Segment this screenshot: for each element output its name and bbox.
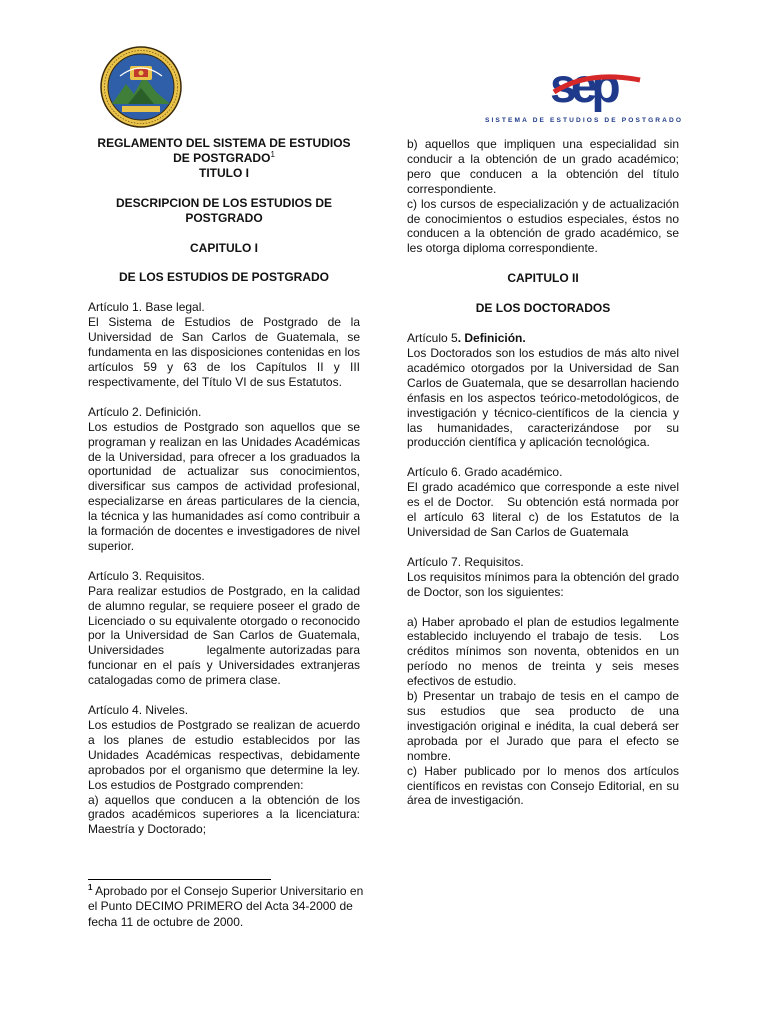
article-2-heading: Artículo 2. Definición. <box>88 404 202 419</box>
article-7-item-a: a) Haber aprobado el plan de estudios legalmente establecido incluyendo el trabajo de tesis. Los créditos mínimos son noventa, obtenidos en un período no menos de treinta y seis meses efectivos de estudio. <box>407 614 683 689</box>
description-line-1: DESCRIPCION DE LOS ESTUDIOS DE <box>115 195 333 210</box>
article-7-item-b: b) Presentar un trabajo de tesis en el campo de sus estudios que sea producto de una investigación original e inédita, la cual deberá ser aprobada por el Jurado que para el efecto se nombre. <box>407 689 679 763</box>
article-4-body: Los estudios de Postgrado se realizan de acuerdo a los planes de estudio establecidos por las Unidades Académicas respectivas, debidamente aprobados por el organismo que determine la ley. Los estudios de Postgrado comprenden: <box>88 718 360 792</box>
article-6-body: El grado académico que corresponde a este nivel es el de Doctor. Su obtención está normada por el artículo 63 literal c) de los Estatutos de la Universidad de San Carlos de Guatemala <box>407 480 683 539</box>
sep-tagline: SISTEMA DE ESTUDIOS DE POSTGRADO <box>485 117 684 124</box>
title-line-2 <box>88 151 360 166</box>
chapter-1-title: DE LOS ESTUDIOS DE POSTGRADO <box>118 270 330 285</box>
left-column <box>88 136 394 837</box>
title-line-2-text: DE POSTGRADO <box>173 150 271 165</box>
article-1-heading: Artículo 1. Base legal. <box>88 300 205 315</box>
sep-logo-text: sep <box>550 62 615 113</box>
article-7-body: Los requisitos mínimos para la obtención del grado de Doctor, son los siguientes: <box>407 569 679 599</box>
article-7-item-c: c) Haber publicado por lo menos dos artículos científicos en revistas con Consejo Editorial, en su área de investigación. <box>407 763 679 808</box>
article-5-heading-text: Artículo 5 <box>407 331 458 346</box>
titulo-heading: TITULO I <box>199 165 249 180</box>
university-seal-logo <box>100 46 182 128</box>
document-title <box>88 136 360 181</box>
article-6-heading: Artículo 6. Grado académico. <box>407 465 563 480</box>
article-3-heading: Artículo 3. Requisitos. <box>88 568 205 583</box>
footnote <box>88 884 368 930</box>
chapter-2-heading: CAPITULO II <box>507 271 579 286</box>
article-4-item-b: b) aquellos que impliquen una especialidad sin conducir a la obtención de un grado académico; pero que conducen a la obtención del título correspondiente. <box>407 137 679 196</box>
article-5-heading <box>407 331 679 346</box>
footnote-rule <box>88 879 271 880</box>
sep-logo <box>548 62 644 114</box>
article-4-item-a: a) aquellos que conducen a la obtención de los grados académicos superiores a la licenciatura: Maestría y Doctorado; <box>88 792 360 837</box>
footnote-ref: 1 <box>270 149 275 159</box>
article-7-heading: Artículo 7. Requisitos. <box>407 554 524 569</box>
right-column <box>407 137 683 808</box>
article-3-body: Para realizar estudios de Postgrado, en la calidad de alumno regular, se requiere poseer el grado de Licenciado o su equivalente otorgado o reconocido por la Universidad de San Carlos de Guatemala, Universidades legalmente autorizadas para funcionar en el país y Universidades extranjeras catalogadas como de primera clase. <box>88 583 394 688</box>
footnote-text: Aprobado por el Consejo Superior Universitario en el Punto DECIMO PRIMERO del Acta 34-2000 de fecha 11 de octubre de 2000. <box>88 884 364 929</box>
footnote-mark: 1 <box>88 883 93 892</box>
article-2-body: Los estudios de Postgrado son aquellos que se programan y realizan en las Unidades Académicas de la Universidad, para ofrecer a los graduados la oportunidad de actualizar sus conocimientos, diversificar sus campos de actividad profesional, especializarse en áreas particulares de la ciencia, la técnica y las humanidades así como contribuir a la formación de docentes e investigadores de nivel superior. <box>88 419 360 553</box>
chapter-2-title: DE LOS DOCTORADOS <box>475 301 611 316</box>
article-4-heading: Artículo 4. Niveles. <box>88 703 189 718</box>
article-1-body: El Sistema de Estudios de Postgrado de la Universidad de San Carlos de Guatemala, se fundamenta en las disposiciones contenidas en los artículos 59 y 63 de los Capítulos II y III respectivamente, del Título VI de sus Estatutos. <box>88 315 360 389</box>
title-line-1: REGLAMENTO DEL SISTEMA DE ESTUDIOS <box>97 136 351 150</box>
chapter-1-heading: CAPITULO I <box>190 240 258 255</box>
article-5-heading-bold: . Definición. <box>457 331 526 346</box>
article-4-item-c: c) los cursos de especialización y de actualización de conocimientos o estudios especiales, éstos no conducen a la obtención de grado académico, se les otorga diploma correspondiente. <box>407 196 679 256</box>
description-heading <box>88 196 360 226</box>
article-5-body: Los Doctorados son los estudios de más alto nivel académico otorgados por la Universidad de San Carlos de Guatemala, que se desarrollan haciendo énfasis en los aspectos teórico-metodológicos, de investigación y técnico-científicos de la ciencia y las humanidades, caracterizándose por su producción científica y aplicación tecnológica. <box>407 345 679 450</box>
description-line-2: POSTGRADO <box>185 210 263 225</box>
